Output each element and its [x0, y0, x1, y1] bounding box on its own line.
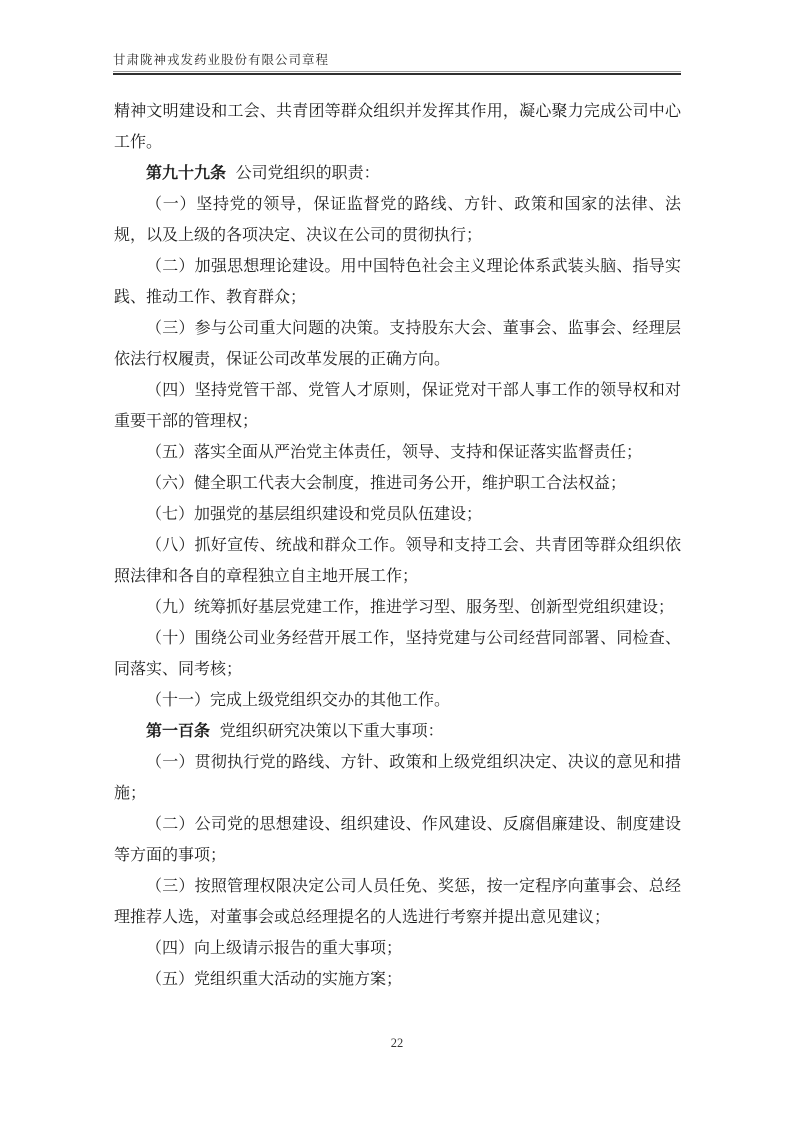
paragraph: （六）健全职工代表大会制度，推进司务公开，维护职工合法权益；	[146, 475, 627, 492]
paragraph: （一）坚持党的领导，保证监督党的路线、方针、政策和国家的法律、法规，以及上级的各项决定、决议在公司的贯彻执行；	[114, 196, 681, 244]
paragraph: （四）坚持党管干部、党管人才原则，保证党对干部人事工作的领导权和对重要干部的管理权；	[114, 382, 681, 430]
page-number: 22	[390, 1036, 404, 1050]
page-header	[113, 53, 681, 75]
paragraph: （四）向上级请示报告的重大事项；	[146, 940, 403, 957]
paragraph: （九）统筹抓好基层党建工作，推进学习型、服务型、创新型党组织建设；	[146, 599, 675, 616]
header-rule	[113, 71, 681, 75]
article-heading	[114, 158, 681, 189]
article-title: 党组织研究决策以下重大事项：	[219, 723, 444, 740]
article-number: 第九十九条	[146, 165, 227, 182]
paragraph: （五）落实全面从严治党主体责任，领导、支持和保证落实监督责任；	[146, 444, 643, 461]
paragraph: （三）参与公司重大问题的决策。支持股东大会、董事会、监事会、经理层依法行权履责，保证公司改革发展的正确方向。	[114, 320, 681, 368]
paragraph: （二）公司党的思想建设、组织建设、作风建设、反腐倡廉建设、制度建设等方面的事项；	[114, 816, 681, 864]
paragraph: （一）贯彻执行党的路线、方针、政策和上级党组织决定、决议的意见和措施；	[114, 754, 681, 802]
paragraph: （三）按照管理权限决定公司人员任免、奖惩，按一定程序向董事会、总经理推荐人选，对董事会或总经理提名的人选进行考察并提出意见建议；	[114, 878, 681, 926]
header-title: 甘肃陇神戎发药业股份有限公司章程	[113, 53, 330, 67]
article-heading	[114, 716, 681, 747]
document-body	[114, 96, 681, 995]
paragraph: （八）抓好宣传、统战和群众工作。领导和支持工会、共青团等群众组织依照法律和各自的章程独立自主地开展工作；	[114, 537, 681, 585]
article-number: 第一百条	[146, 723, 211, 740]
paragraph: （五）党组织重大活动的实施方案；	[146, 971, 403, 988]
paragraph: （二）加强思想理论建设。用中国特色社会主义理论体系武装头脑、指导实践、推动工作、教育群众；	[114, 258, 681, 306]
paragraph: （七）加强党的基层组织建设和党员队伍建设；	[146, 506, 483, 523]
paragraph: 精神文明建设和工会、共青团等群众组织并发挥其作用，凝心聚力完成公司中心工作。	[114, 103, 681, 151]
paragraph: （十一）完成上级党组织交办的其他工作。	[146, 692, 451, 709]
paragraph: （十）围绕公司业务经营开展工作，坚持党建与公司经营同部署、同检查、同落实、同考核；	[114, 630, 681, 678]
page-footer	[0, 1036, 794, 1051]
article-title: 公司党组织的职责：	[235, 165, 380, 182]
